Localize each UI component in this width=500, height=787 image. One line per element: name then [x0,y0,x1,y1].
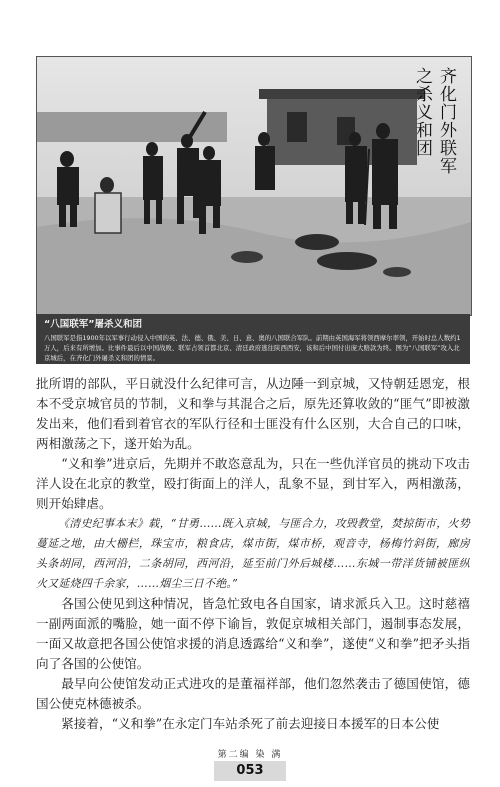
body-text [36,374,470,734]
paragraph: “义和拳”进京后，先期并不敢恣意乱为，只在一些仇洋官员的挑动下攻击洋人设在北京的教堂，殴打街面上的洋人，乱象不显，到甘军入，两相激荡，则开始肆虐。 [36,456,470,511]
running-footer: 第二编 染 满 [217,750,283,760]
photo-caption [36,314,470,364]
handwritten-caption [399,67,457,207]
paragraph: 紧接着，“义和拳”在永定门车站杀死了前去迎接日本援军的日本公使 [61,716,440,731]
paragraph: 批所谓的部队，平日就没什么纪律可言，从边陲一到京城，又恃朝廷恩宠，根本不受京城官员的节制，义和拳与其混合之后，原先还算收敛的“匪气”即被激发出来，他们看到着官衣的军队行径和士匪没有什么区别，大合自己的口味，两相激荡之下，遂开始为乱。 [36,376,470,451]
historical-photo [36,56,472,316]
paragraph: 各国公使见到这种情况，皆急忙致电各自国家，请求派兵入卫。这时慈禧一副两面派的嘴脸，她一面不停下谕旨，敦促京城相关部门，遏制事态发展，一面又故意把各国公使馆求援的消息透露给“义和拳”，遂使“义和拳”把矛头指向了各国的公使馆。 [36,596,470,671]
caption-body: 八国联军是指1900年以军事行动侵入中国的英、法、德、俄、美、日、意、奥的八国联合军队。前期由英国海军将领西摩尔率领，开始时总人数约1万人，后来有所增加。比事件最后以中国战败、联军占领首都北京、清廷政府逃往陕西西安，该和后中国付出庞大赔款为终。图为“八国联军”攻入北京城后，在齐化门外屠杀义和团的情景。 [44,334,461,362]
quoted-paragraph: 《清史纪事本末》载，“甘勇……既入京城，与匪合力，攻毁教堂，焚掠街市，火势蔓延之地，由大栅栏，珠宝市，粮食店，煤市街，煤市桥，观音寺，杨梅竹斜街，廊房头条胡同，西河沿，二条胡同，西河沿，延至前门外后城楼……东城一带洋货铺被匪纵火又延烧四千余家，……烟尘三日不绝。” [36,517,470,590]
caption-title: “八国联军”屠杀义和团 [44,319,142,330]
paragraph: 最早向公使馆发动正式进攻的是董福祥部，他们忽然袭击了德国使馆，德国公使克林德被杀。 [36,676,470,711]
handwritten-caption-line: 齐化门外联军 [436,67,456,175]
handwritten-caption-line: 之杀义和团 [412,67,432,157]
page-number: 053 [214,761,286,781]
